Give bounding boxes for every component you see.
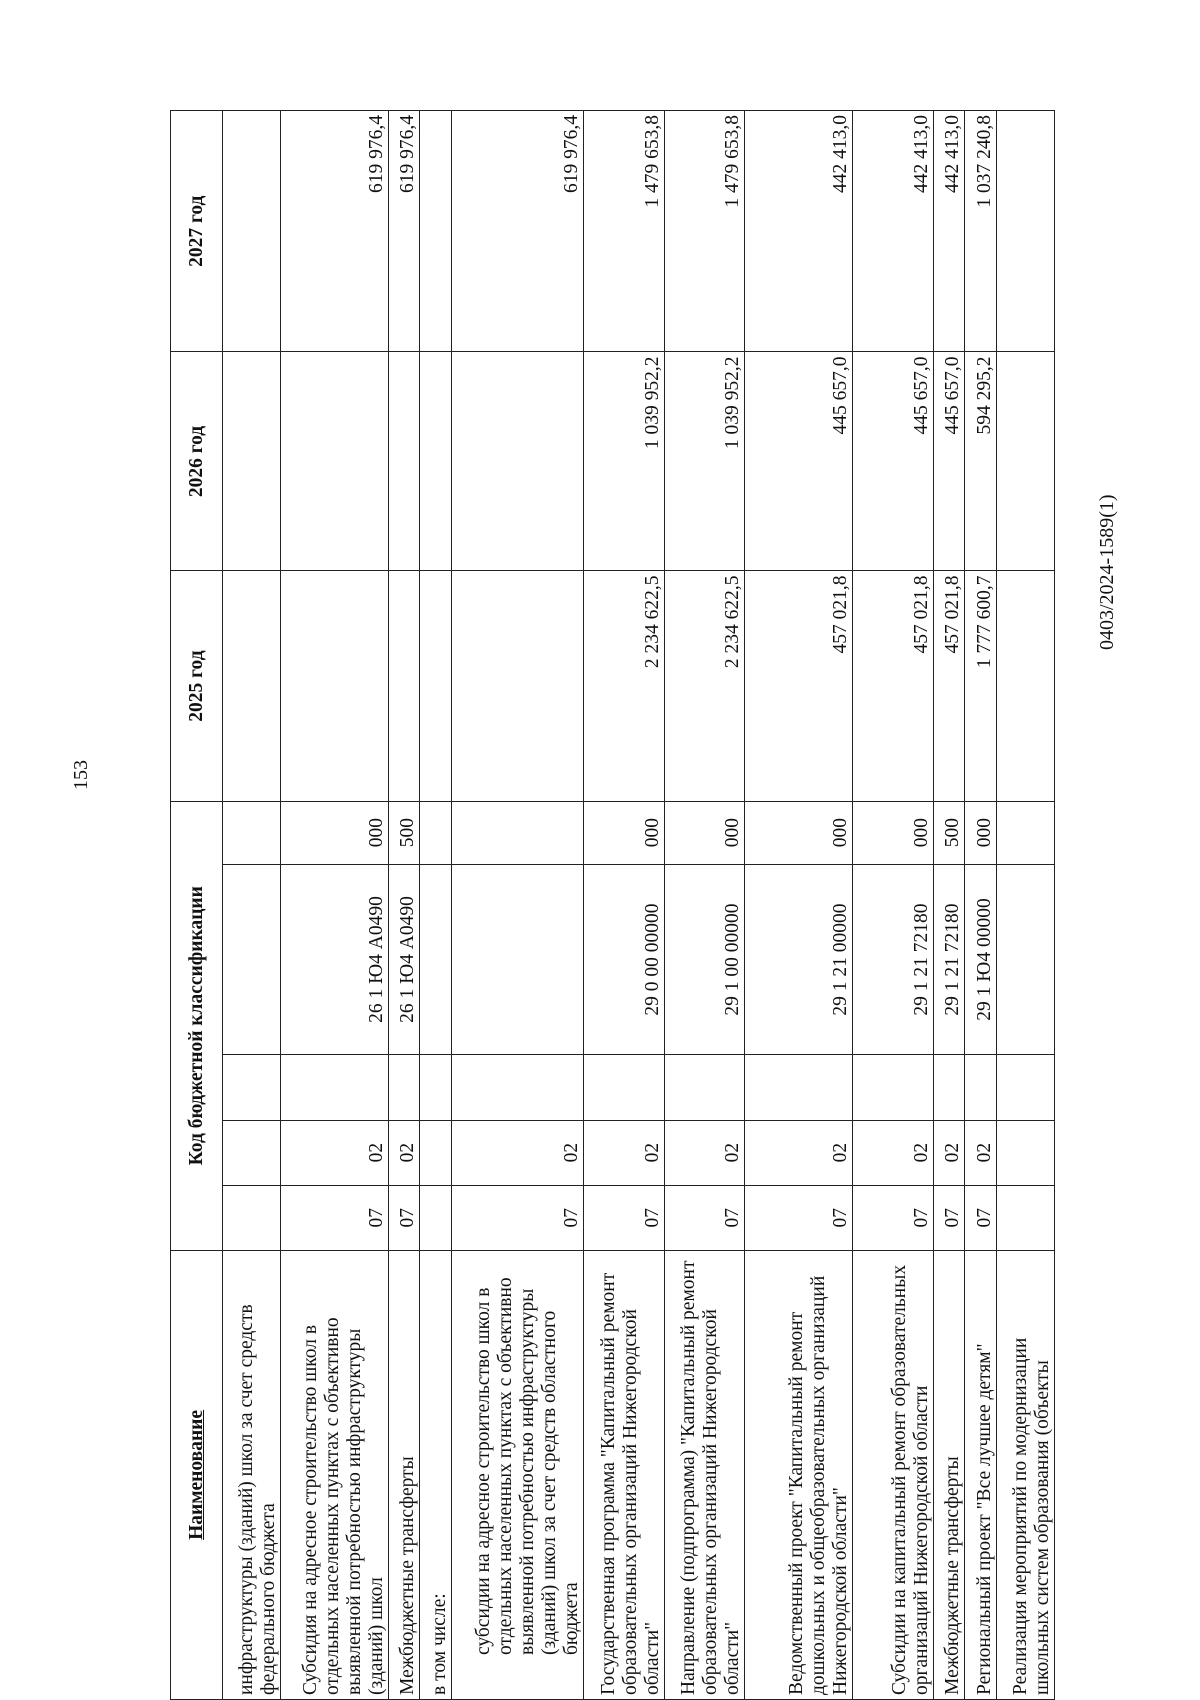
value-2025: 1 777 600,7	[965, 571, 996, 801]
code-section: 07	[388, 1185, 419, 1250]
row-name: Субсидии на капитальный ремонт образовательных организаций Нижегородской области	[853, 1250, 934, 1699]
code-target: 29 1 Ю4 00000	[965, 864, 996, 1055]
value-2025	[281, 571, 389, 801]
table-row	[965, 111, 996, 1700]
row-name: Ведомственный проект "Капитальный ремонт дошкольных и общеобразовательных организаций Нижегородской области"	[745, 1250, 853, 1699]
table-row	[745, 111, 853, 1700]
value-2027	[420, 111, 451, 352]
code-expense-type	[996, 801, 1054, 864]
code-target	[996, 864, 1054, 1055]
row-name: Региональный проект "Все лучшее детям"	[965, 1250, 996, 1699]
header-2027: 2027 год	[171, 111, 223, 352]
value-2026: 445 657,0	[853, 352, 934, 571]
code-extra	[996, 1055, 1054, 1120]
value-2026	[223, 352, 281, 571]
code-extra	[933, 1055, 964, 1120]
code-target: 29 1 21 72180	[853, 864, 934, 1055]
value-2026	[996, 352, 1054, 571]
value-2026: 1 039 952,2	[664, 352, 745, 571]
row-name: в том числе:	[420, 1250, 451, 1699]
value-2025	[420, 571, 451, 801]
table-row	[664, 111, 745, 1700]
row-name-text: субсидии на адресное строительство школ в отдельных населенных пунктах с объективно выявленной потребностью инфраструктуры (зданий) школ за счет средств областного бюджета	[473, 1277, 583, 1655]
value-2026: 445 657,0	[933, 352, 964, 571]
table-row	[584, 111, 665, 1700]
code-subsection: 02	[451, 1120, 583, 1185]
code-extra	[420, 1055, 451, 1120]
code-target: 29 1 00 00000	[664, 864, 745, 1055]
value-2026: 1 039 952,2	[584, 352, 665, 571]
value-2025: 457 021,8	[853, 571, 934, 801]
value-2025: 2 234 622,5	[664, 571, 745, 801]
row-name: Государственная программа "Капитальный ремонт образовательных организаций Нижегородской области"	[584, 1250, 665, 1699]
code-target	[451, 864, 583, 1055]
code-section: 07	[281, 1185, 389, 1250]
code-expense-type: 500	[388, 801, 419, 864]
value-2026	[281, 352, 389, 571]
budget-table	[170, 110, 1055, 1700]
code-section	[996, 1185, 1054, 1250]
code-expense-type: 000	[853, 801, 934, 864]
value-2025	[996, 571, 1054, 801]
code-target: 26 1 Ю4 А0490	[281, 864, 389, 1055]
code-extra	[664, 1055, 745, 1120]
value-2027	[996, 111, 1054, 352]
value-2025: 457 021,8	[933, 571, 964, 801]
code-extra	[451, 1055, 583, 1120]
table-row	[933, 111, 964, 1700]
code-expense-type	[420, 801, 451, 864]
code-target: 29 1 21 72180	[933, 864, 964, 1055]
code-extra	[388, 1055, 419, 1120]
value-2025: 2 234 622,5	[584, 571, 665, 801]
code-expense-type: 500	[933, 801, 964, 864]
code-subsection	[996, 1120, 1054, 1185]
value-2026: 445 657,0	[745, 352, 853, 571]
value-2027: 442 413,0	[853, 111, 934, 352]
value-2025	[451, 571, 583, 801]
code-section: 07	[584, 1185, 665, 1250]
code-expense-type: 000	[745, 801, 853, 864]
code-section: 07	[664, 1185, 745, 1250]
table-row	[223, 111, 281, 1700]
page-number: 153	[70, 760, 92, 790]
table-row	[451, 111, 583, 1700]
header-2025: 2025 год	[171, 571, 223, 801]
code-target	[223, 864, 281, 1055]
code-subsection: 02	[388, 1120, 419, 1185]
code-extra	[745, 1055, 853, 1120]
value-2025: 457 021,8	[745, 571, 853, 801]
table-row	[420, 111, 451, 1700]
value-2027	[223, 111, 281, 352]
code-subsection: 02	[745, 1120, 853, 1185]
header-name: Наименование	[171, 1250, 223, 1699]
table-row	[853, 111, 934, 1700]
budget-table-wrapper	[170, 110, 1055, 1700]
code-section: 07	[451, 1185, 583, 1250]
value-2027: 619 976,4	[388, 111, 419, 352]
document-code: 0403/2024-1589(1)	[1096, 494, 1118, 650]
value-2026	[420, 352, 451, 571]
code-section: 07	[745, 1185, 853, 1250]
code-extra	[965, 1055, 996, 1120]
code-target: 29 1 21 00000	[745, 864, 853, 1055]
code-subsection: 02	[664, 1120, 745, 1185]
value-2027: 1 037 240,8	[965, 111, 996, 352]
code-extra	[584, 1055, 665, 1120]
value-2027: 442 413,0	[933, 111, 964, 352]
row-name: Реализация мероприятий по модернизации школьных систем образования (объекты	[996, 1250, 1054, 1699]
code-extra	[281, 1055, 389, 1120]
code-subsection: 02	[853, 1120, 934, 1185]
value-2026	[451, 352, 583, 571]
code-expense-type: 000	[965, 801, 996, 864]
code-subsection: 02	[584, 1120, 665, 1185]
code-extra	[853, 1055, 934, 1120]
row-name	[451, 1250, 583, 1699]
row-name: Субсидия на адресное строительство школ в отдельных населенных пунктах с объективно выявленной потребностью инфраструктуры (зданий) школ	[281, 1250, 389, 1699]
code-section	[223, 1185, 281, 1250]
code-section: 07	[853, 1185, 934, 1250]
header-2026: 2026 год	[171, 352, 223, 571]
value-2025	[388, 571, 419, 801]
table-header-row	[171, 111, 223, 1700]
header-code: Код бюджетной классификации	[171, 801, 223, 1250]
code-expense-type: 000	[664, 801, 745, 864]
value-2027: 1 479 653,8	[584, 111, 665, 352]
table-row	[996, 111, 1054, 1700]
code-subsection	[223, 1120, 281, 1185]
code-expense-type	[451, 801, 583, 864]
row-name: Направление (подпрограмма) "Капитальный ремонт образовательных организаций Нижегородской области"	[664, 1250, 745, 1699]
row-name: инфраструктуры (зданий) школ за счет средств федерального бюджета	[223, 1250, 281, 1699]
code-subsection: 02	[281, 1120, 389, 1185]
table-row	[388, 111, 419, 1700]
value-2027: 442 413,0	[745, 111, 853, 352]
value-2025	[223, 571, 281, 801]
code-section	[420, 1185, 451, 1250]
code-target	[420, 864, 451, 1055]
code-section: 07	[933, 1185, 964, 1250]
code-subsection	[420, 1120, 451, 1185]
row-name: Межбюджетные трансферты	[933, 1250, 964, 1699]
code-expense-type	[223, 801, 281, 864]
code-expense-type: 000	[281, 801, 389, 864]
code-subsection: 02	[933, 1120, 964, 1185]
value-2026: 594 295,2	[965, 352, 996, 571]
value-2027: 1 479 653,8	[664, 111, 745, 352]
value-2026	[388, 352, 419, 571]
row-name: Межбюджетные трансферты	[388, 1250, 419, 1699]
code-target: 26 1 Ю4 А0490	[388, 864, 419, 1055]
code-expense-type: 000	[584, 801, 665, 864]
value-2027: 619 976,4	[451, 111, 583, 352]
code-subsection: 02	[965, 1120, 996, 1185]
code-target: 29 0 00 00000	[584, 864, 665, 1055]
value-2027: 619 976,4	[281, 111, 389, 352]
table-row	[281, 111, 389, 1700]
code-extra	[223, 1055, 281, 1120]
code-section: 07	[965, 1185, 996, 1250]
